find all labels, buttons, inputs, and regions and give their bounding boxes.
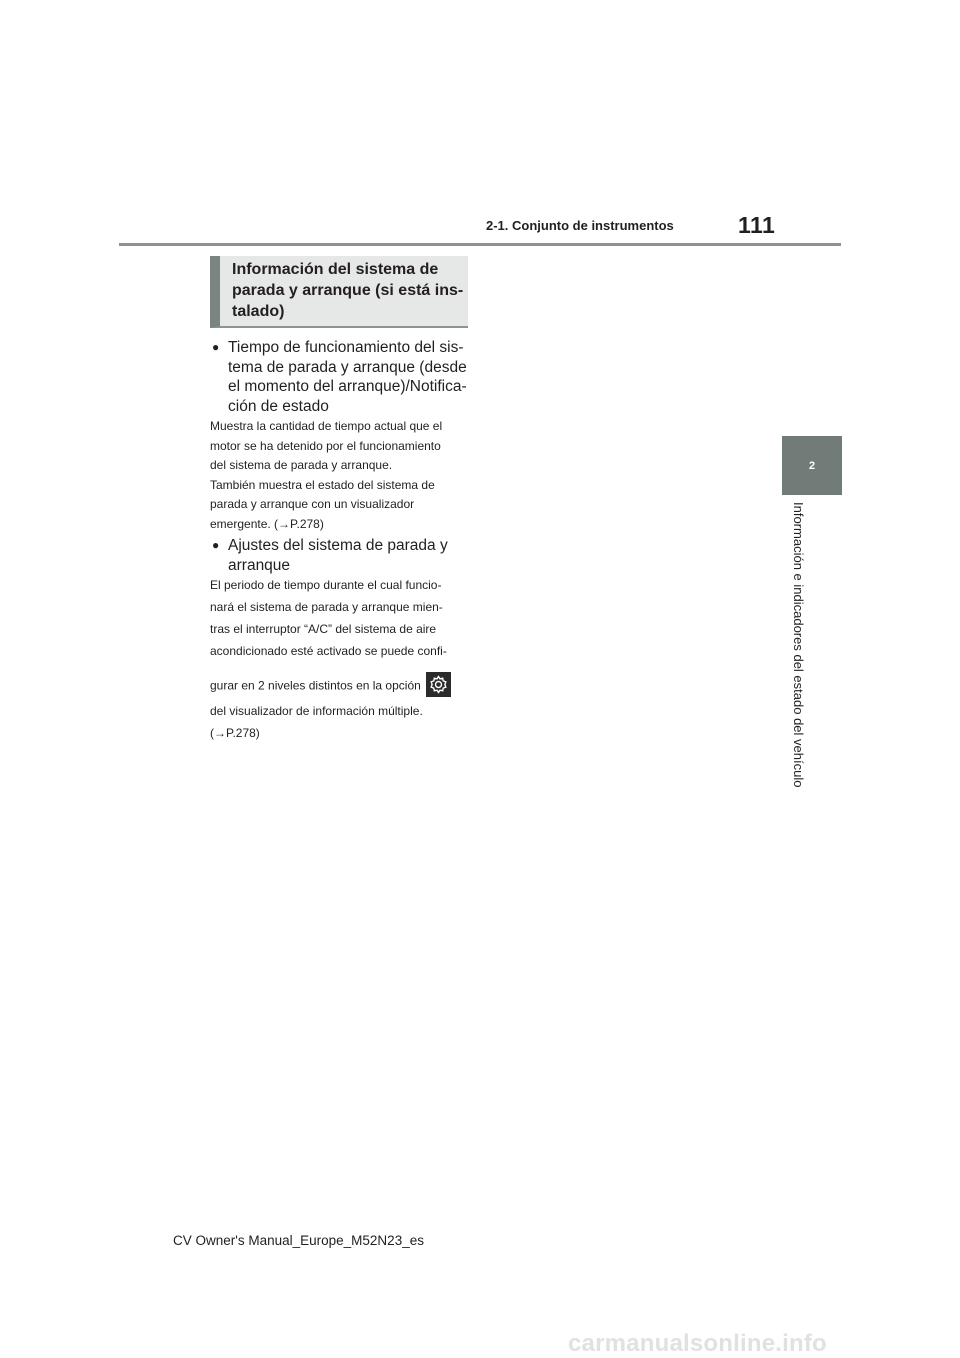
body-line: del visualizador de información múltiple. — [210, 704, 423, 718]
body-line-with-icon — [210, 674, 472, 704]
watermark: carmanualsonline.info — [568, 1330, 827, 1357]
body-line: del sistema de parada y arranque. — [210, 458, 393, 472]
item-body — [210, 578, 472, 748]
page-number: 111 — [738, 212, 776, 238]
item-heading-line: Tiempo de funcionamiento del sis- — [228, 339, 464, 356]
item-heading-line: el momento del arranque)/Notifica- — [228, 378, 467, 395]
body-line: gurar en 2 niveles distintos en la opción — [210, 678, 421, 693]
header-section-title: 2-1. Conjunto de instrumentos — [486, 218, 674, 233]
section-heading — [232, 259, 470, 322]
item-body — [210, 417, 472, 534]
body-line: Muestra la cantidad de tiempo actual que el — [210, 419, 443, 433]
footer-document-id: CV Owner's Manual_Europe_M52N23_es — [173, 1233, 424, 1248]
bullet-icon: ● — [212, 538, 220, 552]
section-heading-line: talado) — [232, 303, 285, 320]
body-line: acondicionado esté activado se puede confi- — [210, 644, 447, 658]
header-rule — [119, 243, 841, 246]
body-line: nará el sistema de parada y arranque mien- — [210, 600, 443, 614]
bullet-icon: ● — [212, 340, 220, 354]
item-heading — [210, 536, 468, 575]
body-line: También muestra el estado del sistema de — [210, 477, 435, 492]
body-line: tras el interruptor “A/C” del sistema de aire — [210, 622, 437, 636]
item-heading-line: ción de estado — [228, 397, 329, 415]
body-line: parada y arranque con un visualizador — [210, 497, 415, 511]
item-heading-line: arranque — [228, 556, 291, 574]
section-heading-line: parada y arranque (si está ins- — [232, 282, 464, 299]
item-heading-line: Ajustes del sistema de parada y — [228, 537, 448, 554]
chapter-tab — [782, 436, 842, 495]
body-line: El periodo de tiempo durante el cual funcio- — [210, 578, 442, 592]
body-line: (→P.278) — [210, 726, 260, 740]
section-heading-box — [210, 256, 468, 328]
chapter-title: Información e indicadores del estado del vehículo — [791, 502, 806, 788]
section-heading-line: Información del sistema de — [232, 261, 439, 278]
item-heading — [210, 338, 468, 416]
body-line: motor se ha detenido por el funcionamiento — [210, 438, 441, 453]
gear-icon — [426, 672, 451, 697]
chapter-number: 2 — [808, 459, 816, 472]
item-heading-line: tema de parada y arranque (desde — [228, 358, 467, 376]
body-line: emergente. (→P.278) — [210, 516, 324, 531]
